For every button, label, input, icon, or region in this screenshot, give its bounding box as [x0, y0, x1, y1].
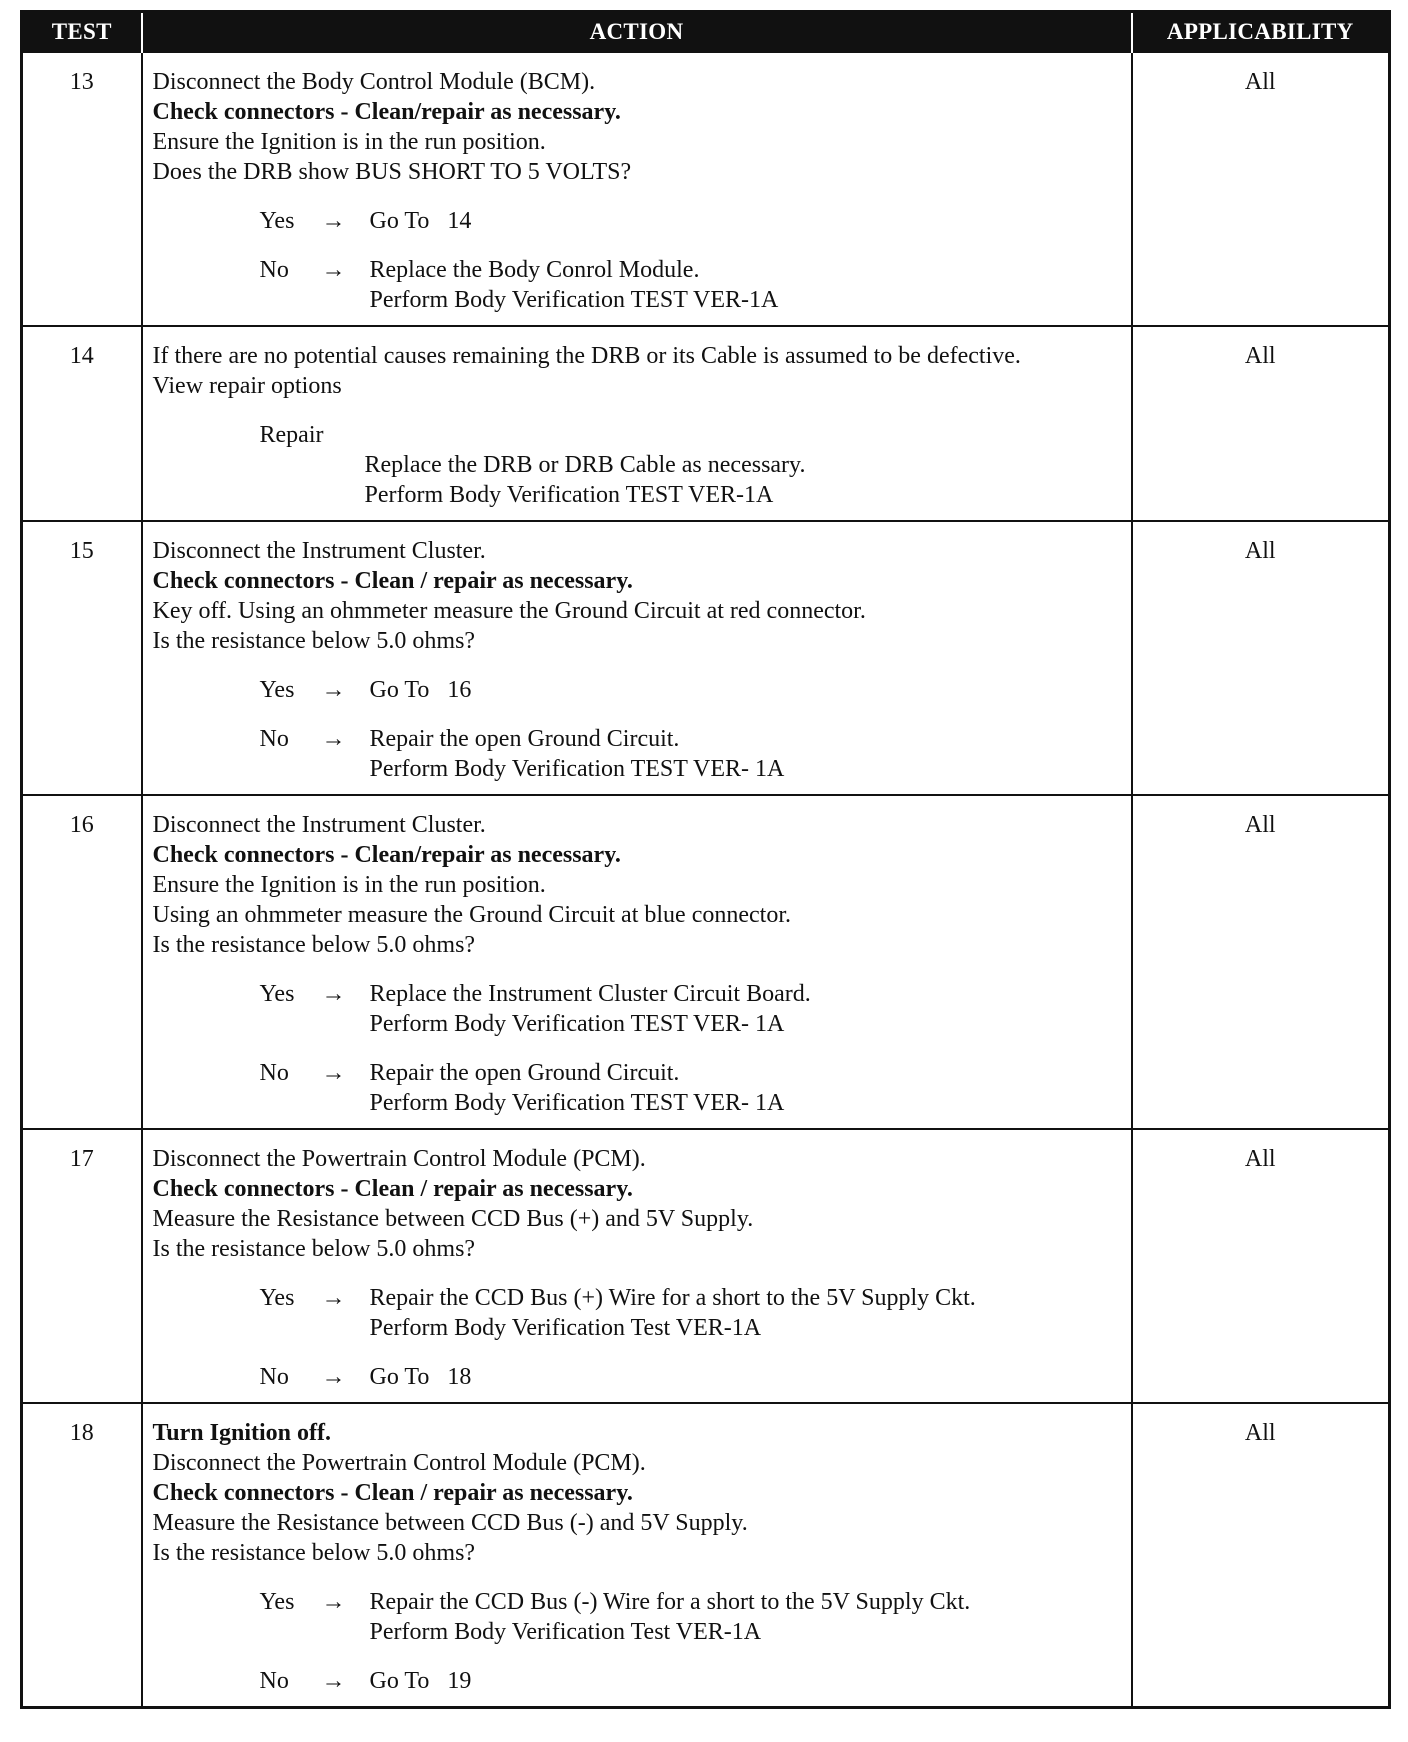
arrow-icon: → [321, 1668, 346, 1694]
action-line: If there are no potential causes remaining the DRB or its Cable is assumed to be defective. [152, 343, 1021, 369]
action-line: Check connectors - Clean / repair as necessary. [152, 568, 633, 594]
action-line: Check connectors - Clean / repair as necessary. [152, 1480, 633, 1506]
action-line: Disconnect the Powertrain Control Module (PCM). [152, 1146, 646, 1172]
outcome-line: Go To 16 [369, 677, 472, 703]
outcome-yes [153, 675, 1123, 705]
action-line: Using an ohmmeter measure the Ground Circuit at blue connector. [152, 902, 791, 928]
outcome-label: Yes [259, 981, 295, 1007]
action-line: Check connectors - Clean/repair as necessary. [152, 842, 621, 868]
outcome-line: Repair the open Ground Circuit. [369, 726, 680, 752]
outcome-line: Replace the Body Conrol Module. [369, 257, 700, 283]
header-test: TEST [22, 12, 142, 53]
outcome-line: Go To 19 [369, 1668, 472, 1694]
outcome-no [153, 724, 1123, 784]
action-cell [142, 52, 1132, 326]
table-row [22, 52, 1390, 326]
applicability-value: All [1132, 52, 1390, 326]
applicability-value: All [1132, 521, 1390, 795]
action-line: Measure the Resistance between CCD Bus (-) and 5V Supply. [152, 1510, 748, 1536]
outcome-line: Perform Body Verification TEST VER- 1A [369, 1011, 785, 1037]
action-line: Turn Ignition off. [152, 1420, 331, 1446]
arrow-icon: → [321, 981, 346, 1007]
outcome-label: Yes [259, 1589, 295, 1615]
outcome-text [370, 255, 1123, 315]
outcome-line: Perform Body Verification Test VER-1A [369, 1315, 762, 1341]
test-number: 16 [22, 795, 142, 1129]
action-cell [142, 326, 1132, 521]
test-number: 17 [22, 1129, 142, 1403]
outcome-yes [153, 206, 1123, 236]
table-row [22, 521, 1390, 795]
outcome-yes [153, 1587, 1123, 1647]
outcome-text [370, 1058, 1123, 1118]
outcome-line: Replace the Instrument Cluster Circuit Board. [369, 981, 811, 1007]
outcome-line: Repair the CCD Bus (+) Wire for a short to the 5V Supply Ckt. [369, 1285, 976, 1311]
outcome-line: Go To 18 [369, 1364, 472, 1390]
action-line: Is the resistance below 5.0 ohms? [152, 1236, 476, 1262]
table-row [22, 326, 1390, 521]
arrow-icon: → [321, 726, 346, 752]
outcome-label: Yes [259, 1285, 295, 1311]
header-action: ACTION [142, 12, 1132, 53]
outcome-line: Perform Body Verification TEST VER-1A [369, 287, 779, 313]
repair-options [153, 420, 1123, 510]
repair-steps [260, 450, 1123, 510]
applicability-value: All [1132, 1403, 1390, 1708]
action-line: Ensure the Ignition is in the run position. [152, 872, 546, 898]
repair-label: Repair [259, 422, 324, 448]
arrow-icon: → [321, 1060, 346, 1086]
header-row [22, 12, 1390, 53]
outcome-text [370, 1283, 1123, 1343]
action-cell [142, 795, 1132, 1129]
diagnostic-test-table [20, 10, 1391, 1709]
repair-line: Replace the DRB or DRB Cable as necessary. [364, 452, 806, 478]
outcome-text [370, 979, 1123, 1039]
action-cell [142, 521, 1132, 795]
arrow-icon: → [321, 257, 346, 283]
action-line: Check connectors - Clean / repair as necessary. [152, 1176, 633, 1202]
action-line: Key off. Using an ohmmeter measure the Ground Circuit at red connector. [152, 598, 866, 624]
outcome-label: Yes [259, 208, 295, 234]
test-number: 15 [22, 521, 142, 795]
outcome-line: Perform Body Verification TEST VER- 1A [369, 756, 785, 782]
outcome-line: Repair the open Ground Circuit. [369, 1060, 680, 1086]
outcome-label: No [259, 1668, 289, 1694]
table-body [22, 52, 1390, 1708]
outcome-no [153, 1362, 1123, 1392]
action-line: View repair options [152, 373, 342, 399]
arrow-icon: → [321, 1364, 346, 1390]
arrow-icon: → [321, 1285, 346, 1311]
outcome-yes [153, 979, 1123, 1039]
action-line: Disconnect the Body Control Module (BCM). [152, 69, 596, 95]
outcome-label: No [259, 726, 289, 752]
outcome-line: Repair the CCD Bus (-) Wire for a short to the 5V Supply Ckt. [369, 1589, 971, 1615]
test-number: 18 [22, 1403, 142, 1708]
outcome-label: Yes [259, 677, 295, 703]
outcome-label: No [259, 1060, 289, 1086]
arrow-icon: → [321, 1589, 346, 1615]
outcome-line: Perform Body Verification TEST VER- 1A [369, 1090, 785, 1116]
outcome-label: No [259, 257, 289, 283]
applicability-value: All [1132, 326, 1390, 521]
arrow-icon: → [321, 208, 346, 234]
outcome-no [153, 1666, 1123, 1696]
test-number: 13 [22, 52, 142, 326]
action-line: Check connectors - Clean/repair as necessary. [152, 99, 621, 125]
outcome-text [370, 1587, 1123, 1647]
action-line: Is the resistance below 5.0 ohms? [152, 932, 476, 958]
outcome-no [153, 255, 1123, 315]
outcome-label: No [259, 1364, 289, 1390]
outcome-line: Go To 14 [369, 208, 472, 234]
outcome-text [370, 206, 1123, 236]
action-line: Does the DRB show BUS SHORT TO 5 VOLTS? [152, 159, 632, 185]
action-line: Disconnect the Powertrain Control Module (PCM). [152, 1450, 646, 1476]
action-line: Disconnect the Instrument Cluster. [152, 812, 486, 838]
table-row [22, 1403, 1390, 1708]
table-row [22, 795, 1390, 1129]
table-header [22, 12, 1390, 53]
applicability-value: All [1132, 1129, 1390, 1403]
table-row [22, 1129, 1390, 1403]
action-line: Is the resistance below 5.0 ohms? [152, 1540, 476, 1566]
action-line: Measure the Resistance between CCD Bus (+) and 5V Supply. [152, 1206, 754, 1232]
outcome-no [153, 1058, 1123, 1118]
action-line: Disconnect the Instrument Cluster. [152, 538, 486, 564]
outcome-line: Perform Body Verification Test VER-1A [369, 1619, 762, 1645]
outcome-yes [153, 1283, 1123, 1343]
outcome-text [370, 724, 1123, 784]
action-line: Ensure the Ignition is in the run position. [152, 129, 546, 155]
outcome-text [370, 1666, 1123, 1696]
repair-line: Perform Body Verification TEST VER-1A [364, 482, 774, 508]
outcome-text [370, 675, 1123, 705]
outcome-text [370, 1362, 1123, 1392]
applicability-value: All [1132, 795, 1390, 1129]
test-number: 14 [22, 326, 142, 521]
action-cell [142, 1403, 1132, 1708]
action-cell [142, 1129, 1132, 1403]
action-line: Is the resistance below 5.0 ohms? [152, 628, 476, 654]
header-applicability: APPLICABILITY [1132, 12, 1390, 53]
arrow-icon: → [321, 677, 346, 703]
